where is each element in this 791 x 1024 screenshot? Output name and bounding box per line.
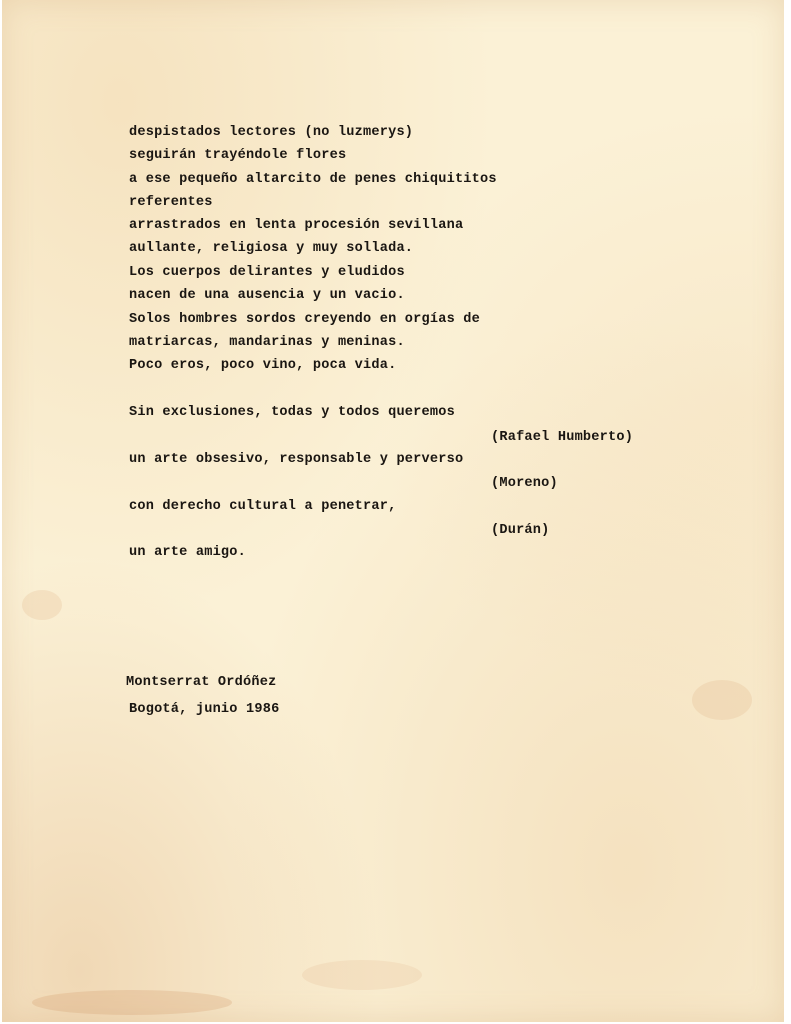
poem-line: a ese pequeño altarcito de penes chiquititos — [129, 172, 497, 187]
closing-line: Sin exclusiones, todas y todos queremos — [129, 405, 455, 420]
poem-line: Solos hombres sordos creyendo en orgías de — [129, 312, 481, 327]
poem-line: Poco eros, poco vino, poca vida. — [129, 358, 397, 373]
paper-stain — [302, 960, 422, 990]
name-aside: (Durán) — [491, 523, 550, 538]
author-name: Montserrat Ordóñez — [126, 675, 277, 690]
closing-line: un arte amigo. — [129, 545, 247, 560]
closing-line: con derecho cultural a penetrar, — [129, 499, 397, 514]
poem-line: referentes — [129, 195, 213, 210]
typewritten-page — [2, 0, 784, 1022]
name-aside: (Moreno) — [491, 476, 558, 491]
poem-line: Los cuerpos delirantes y eludidos — [129, 265, 405, 280]
paper-stain — [692, 680, 752, 720]
poem-line: aullante, religiosa y muy sollada. — [129, 241, 414, 256]
poem-line: matriarcas, mandarinas y meninas. — [129, 335, 405, 350]
poem-line: seguirán trayéndole flores — [129, 148, 347, 163]
closing-line: un arte obsesivo, responsable y perverso — [129, 452, 464, 467]
poem-line: nacen de una ausencia y un vacio. — [129, 288, 405, 303]
poem-line: despistados lectores (no luzmerys) — [129, 125, 414, 140]
place-date: Bogotá, junio 1986 — [129, 702, 280, 717]
paper-stain — [22, 590, 62, 620]
name-aside: (Rafael Humberto) — [491, 430, 634, 445]
poem-line: arrastrados en lenta procesión sevillana — [129, 218, 464, 233]
paper-stain — [32, 990, 232, 1015]
